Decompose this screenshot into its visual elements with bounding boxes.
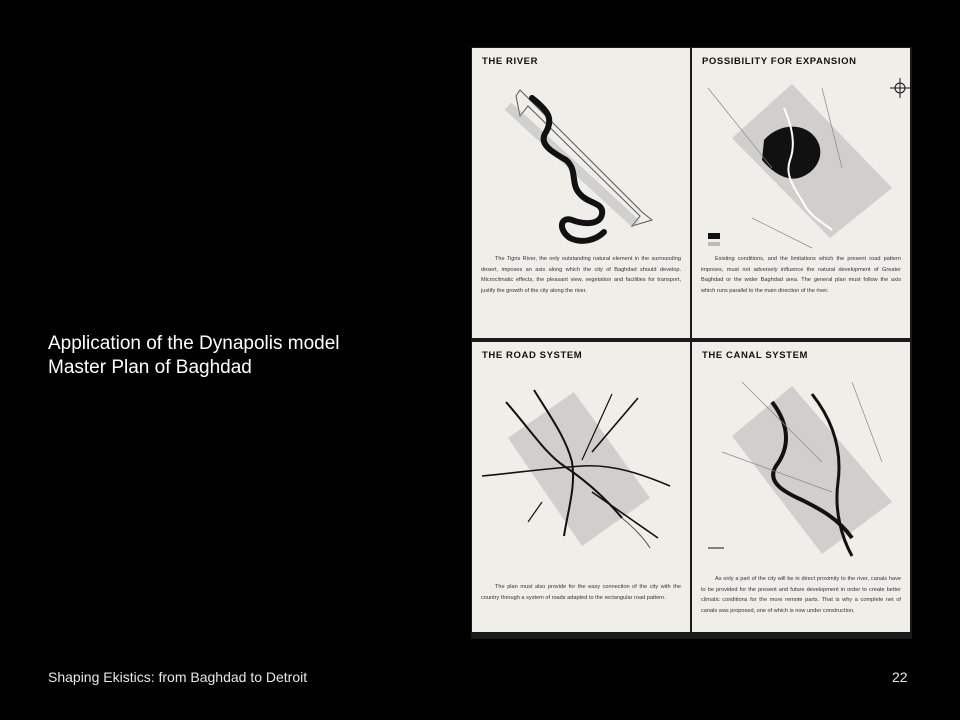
baghdad-plan-figure [471,47,912,639]
panel-the-river [472,48,690,338]
panel-title: THE CANAL SYSTEM [702,350,809,361]
panel-title: THE RIVER [482,56,539,67]
slide-footer: Shaping Ekistics: from Baghdad to Detroit [48,669,308,685]
panel-caption: As only a part of the city will be in direct proximity to the river, canals have to be provided for the present and future development in order to create better climatic conditions for the more remote parts. That is why a complete net of canals was proposed, one of which is now under construction. [701,576,901,614]
slide-title [48,332,340,380]
panel-caption: The plan must also provide for the easy connection of the city with the country through a system of roads adapted to the rectangular road pattern. [481,584,681,601]
panel-the-road-system [472,342,690,632]
slide-title-line-2: Master Plan of Baghdad [48,357,252,378]
slide-number: 22 [892,669,908,685]
panel-title: POSSIBILITY FOR EXPANSION [702,56,857,67]
panel-caption: Existing conditions, and the limitations which the present road pattern imposes, must not adversely influence the natural development of Greater Baghdad or the wider Baghdad area. The general plan must follow the axis which runs parallel to the main direction of the river. [701,256,901,294]
panel-possibility-for-expansion [692,48,910,338]
panel-title: THE ROAD SYSTEM [482,350,583,361]
panel-caption: The Tigris River, the only outstanding natural element in the surrounding desert, imposes an axis along which the city of Baghdad should develop. Microclimatic effects, the pleasant view, vegetation and facilities for transport, justify the growth of the city along the river. [481,256,681,294]
panel-the-canal-system [692,342,910,632]
slide-title-line-1: Application of the Dynapolis model [48,333,340,354]
